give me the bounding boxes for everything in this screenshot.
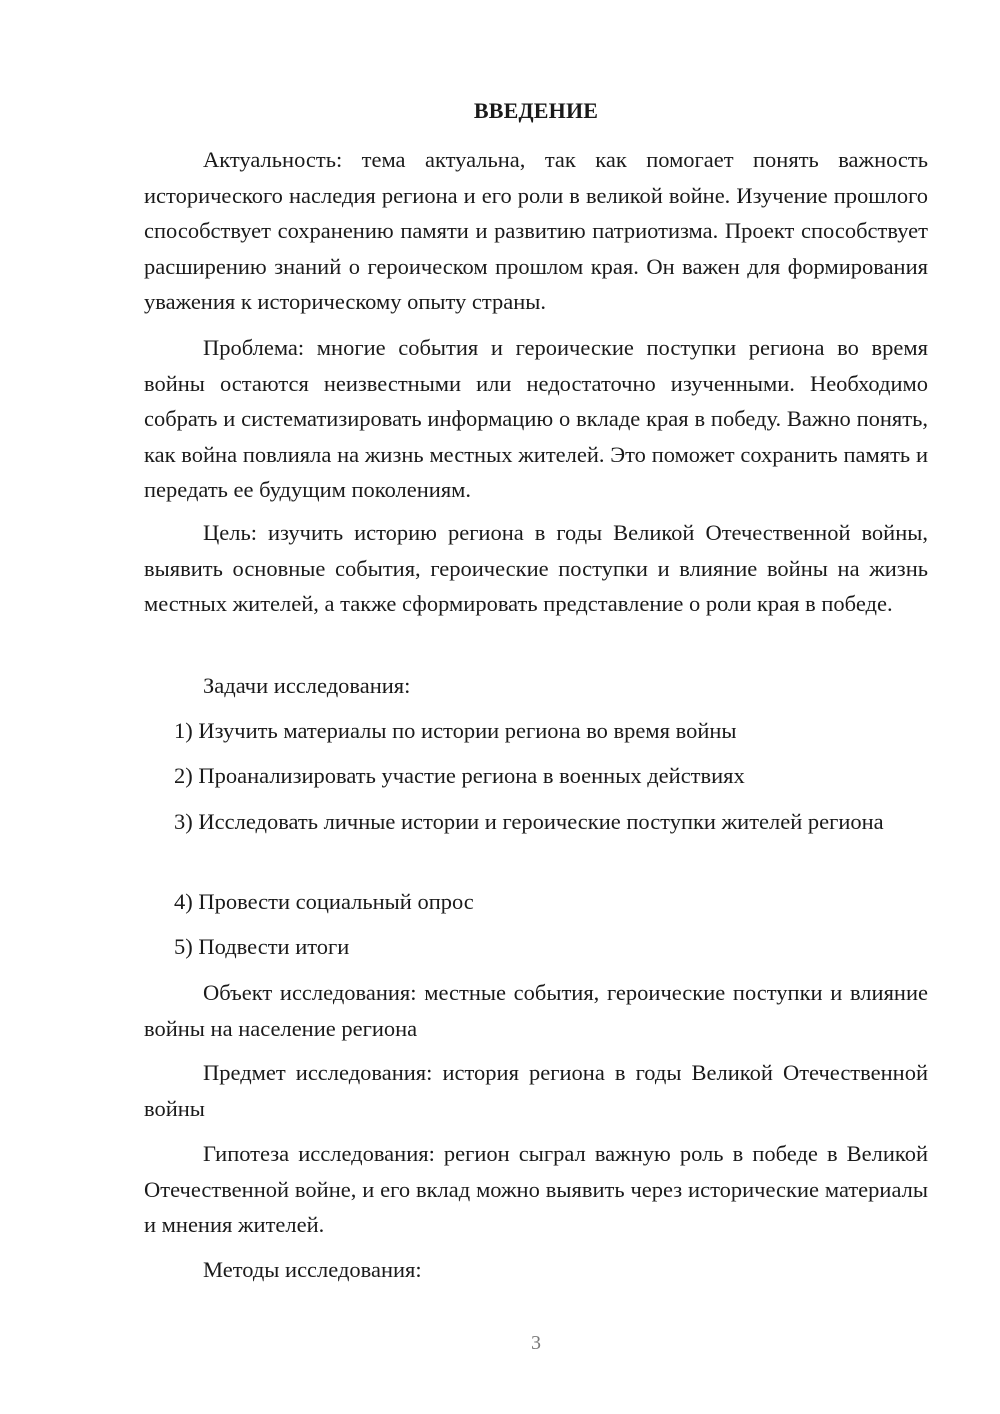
page-number: 3 xyxy=(531,1332,541,1354)
task-item-4: 4) Провести социальный опрос xyxy=(174,889,474,914)
paragraph-hypothesis: Гипотеза исследования: регион сыграл важную роль в победе в Великой Отечественной войне, и его вклад можно выявить через исторические материалы и мнения жителей. xyxy=(144,1141,928,1237)
paragraph-relevance: Актуальность: тема актуальна, так как помогает понять важность исторического наследия региона и его роли в великой войне. Изучение прошлого способствует сохранению памяти и развитию патриотизма. Проект способствует расширению знаний о героическом прошлом края. Он важен для формирования уважения к историческому опыту страны. xyxy=(144,147,928,314)
paragraph-goal: Цель: изучить историю региона в годы Великой Отечественной войны, выявить основные события, героические поступки и влияние войны на жизнь местных жителей, а также сформировать представление о роли края в победе. xyxy=(144,520,928,616)
task-item-3: 3) Исследовать личные истории и героические поступки жителей региона xyxy=(174,809,884,834)
paragraph-object: Объект исследования: местные события, героические поступки и влияние войны на население региона xyxy=(144,980,928,1041)
task-item-5: 5) Подвести итоги xyxy=(174,934,350,959)
paragraph-problem: Проблема: многие события и героические поступки региона во время войны остаются неизвестными или недостаточно изученными. Необходимо собрать и систематизировать информацию о вкладе края в победу. Важно понять, как война повлияла на жизнь местных жителей. Это поможет сохранить память и передать ее будущим поколениям. xyxy=(144,335,928,502)
task-item-1: 1) Изучить материалы по истории региона во время войны xyxy=(174,718,737,743)
task-item-2: 2) Проанализировать участие региона в военных действиях xyxy=(174,763,745,788)
tasks-title: Задачи исследования: xyxy=(203,673,411,698)
section-heading: ВВЕДЕНИЕ xyxy=(473,98,599,123)
paragraph-subject: Предмет исследования: история региона в годы Великой Отечественной войны xyxy=(144,1060,928,1121)
methods-title: Методы исследования: xyxy=(203,1257,422,1282)
